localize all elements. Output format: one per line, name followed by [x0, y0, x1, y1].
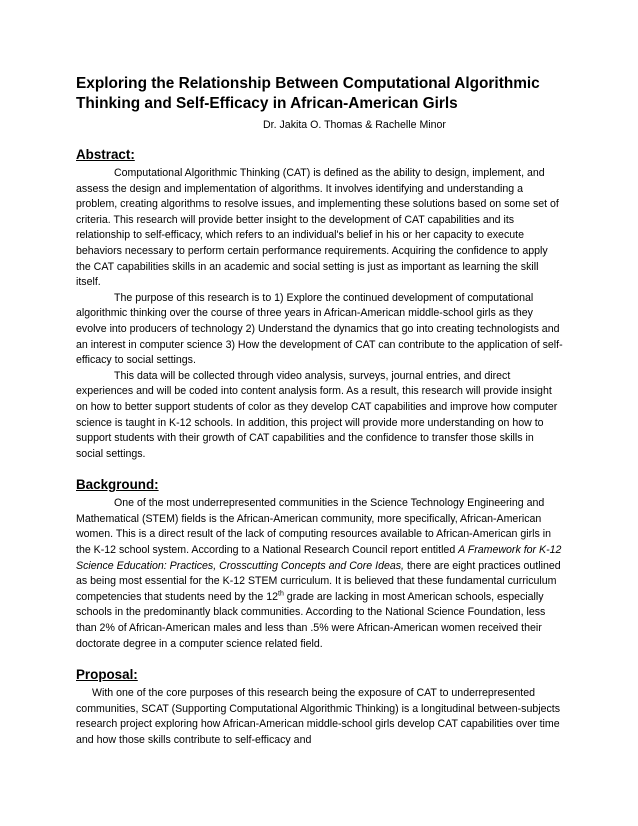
background-text-3: grade are lacking in most American schools, especially schools in the predominantly black communities. According to the National Science Foundation, less than 2% of African-American males and less than .5% were African-American women received their doctorate degree in a computer science related field.: [76, 590, 546, 650]
title-line-2: Thinking and Self-Efficacy in African-American Girls: [76, 95, 458, 112]
paper-title: [76, 74, 563, 114]
abstract-paragraph-2: The purpose of this research is to 1) Explore the continued development of computational algorithmic thinking over the course of three years in African-American middle-school girls as they evolve into producers of technology 2) Understand the dynamics that go into creating technologists and an interest in computer science 3) How the development of CAT can contribute to the application of self-efficacy to social settings.: [76, 291, 563, 367]
title-line-1: Exploring the Relationship Between Computational Algorithmic: [76, 75, 540, 92]
background-paragraph: [76, 496, 563, 652]
abstract-paragraph-1: Computational Algorithmic Thinking (CAT) is defined as the ability to design, implement, and assess the design and implementation of algorithms. It involves identifying and understanding a problem, creating algorithms to resolve issues, and implementing these solutions based on some set of criteria. This research will provide better insight to the development of CAT capabilities and its relationship to self-efficacy, which refers to an individual's belief in his or her capacity to execute behaviors necessary to perform certain performance requirements. Acquiring the confidence to apply the CAT capabilities skills in an academic and social setting is just as important as learning the skill itself.: [76, 167, 559, 289]
background-text-2: there are eight practices outlined as being most essential for the K-12 STEM curriculum. It is believed that these fundamental curriculum competencies that students need by the 12: [76, 559, 561, 603]
background-heading: Background:: [76, 477, 159, 493]
paper-authors: Dr. Jakita O. Thomas & Rachelle Minor: [263, 119, 446, 131]
proposal-heading: Proposal:: [76, 667, 138, 683]
report-title: A Framework for K-12 Science Education: Practices, Crosscutting Concepts and Core Ideas,: [76, 544, 562, 572]
background-text-1: One of the most underrepresented communities in the Science Technology Engineering and Mathematical (STEM) fields is the African-American community, more specifically, African-American women. This is a direct result of the lack of computing resources available to African-American girls in the K-12 school system. According to a National Research Council report entitled: [76, 497, 551, 557]
abstract-paragraph-3: This data will be collected through video analysis, surveys, journal entries, and direct experiences and will be coded into content analysis form. As a result, this research will provide insight on how to better support students of color as they develop CAT capabilities and improve how computer science is taught in K-12 schools. In addition, this project will provide more understanding on how to support students with their growth of CAT capabilities and the confidence to transfer those skills in social settings.: [76, 369, 558, 460]
proposal-paragraph: With one of the core purposes of this research being the exposure of CAT to underrepresented communities, SCAT (Supporting Computational Algorithmic Thinking) is a longitudinal between-subjects research project exploring how African-American middle-school girls develop CAT capabilities over time and how those skills contribute to self-efficacy and: [76, 687, 561, 746]
abstract-heading: Abstract:: [76, 147, 135, 162]
ordinal-superscript: th: [278, 590, 284, 598]
